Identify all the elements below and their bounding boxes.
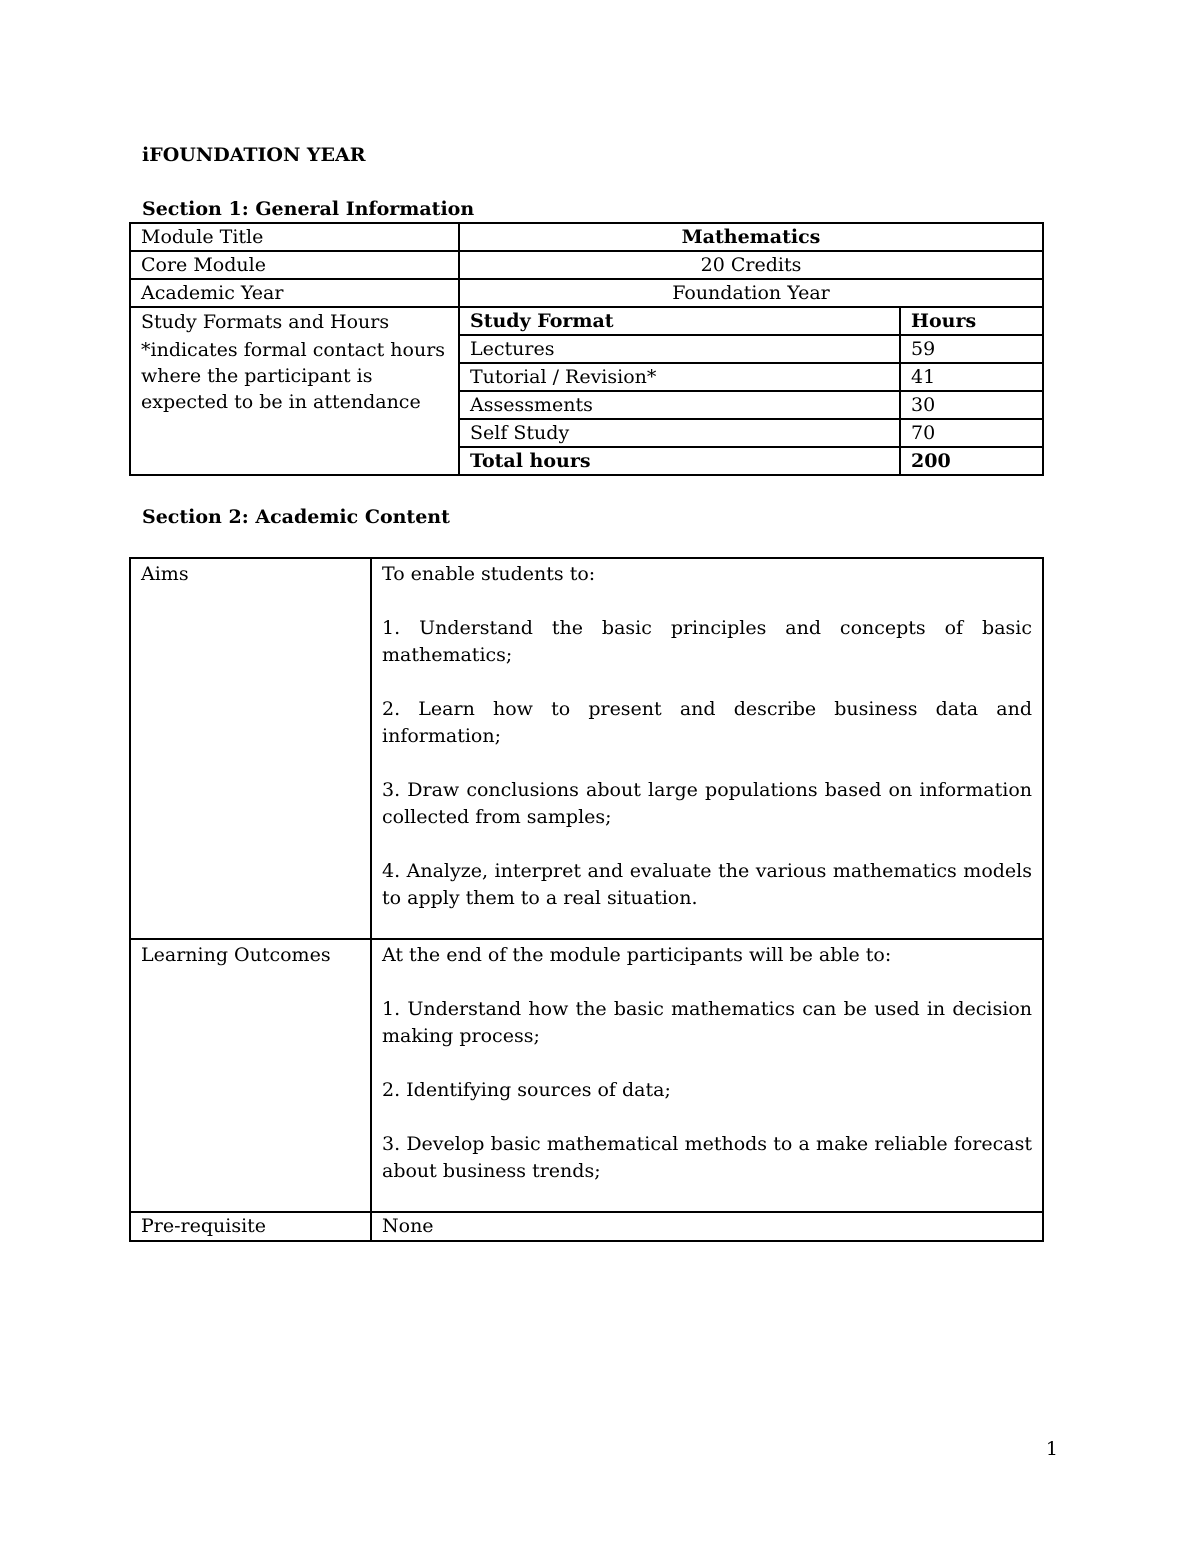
outcomes-item: 1. Understand how the basic mathematics can be used in decision making process;: [382, 998, 1032, 1047]
total-hours-value: 200: [900, 447, 1044, 474]
study-format-hours: 70: [900, 419, 1044, 447]
aims-item: 3. Draw conclusions about large populations based on information collected from samples;: [382, 779, 1032, 828]
table-row: [460, 447, 1044, 474]
table-row: [130, 558, 1043, 939]
table-row: [130, 251, 1043, 279]
core-module-label: Core Module: [130, 251, 459, 279]
learning-outcomes-label: Learning Outcomes: [130, 939, 371, 1212]
table-row: [130, 1212, 1043, 1241]
study-formats-note-line: where the participant is: [141, 365, 373, 387]
study-format-hours: 41: [900, 363, 1044, 391]
table-row: [130, 223, 1043, 251]
table-row: [460, 363, 1044, 391]
module-title-label: Module Title: [130, 223, 459, 251]
total-hours-label: Total hours: [470, 450, 591, 472]
aims-item: 2. Learn how to present and describe business data and information;: [382, 698, 1032, 747]
section-1-title: Section 1: General Information: [142, 198, 475, 220]
study-formats-container: [459, 307, 1043, 475]
module-title-value: Mathematics: [459, 223, 1043, 251]
outcomes-item: 2. Identifying sources of data;: [382, 1079, 671, 1101]
prerequisite-label: Pre-requisite: [130, 1212, 371, 1241]
core-module-value: 20 Credits: [459, 251, 1043, 279]
outcomes-item: 3. Develop basic mathematical methods to a make reliable forecast about business trends;: [382, 1133, 1032, 1182]
study-format-name: Self Study: [460, 419, 900, 447]
study-formats-label: [130, 307, 459, 475]
learning-outcomes-content: [371, 939, 1043, 1212]
aims-item: 4. Analyze, interpret and evaluate the various mathematics models to apply them to a real situation.: [382, 860, 1032, 909]
aims-intro: To enable students to:: [382, 563, 596, 585]
aims-content: [371, 558, 1043, 939]
page-heading: iFOUNDATION YEAR: [142, 144, 366, 166]
study-format-name: Tutorial / Revision*: [460, 363, 900, 391]
study-format-hours: 59: [900, 335, 1044, 363]
aims-label: Aims: [130, 558, 371, 939]
general-information-table: [129, 222, 1044, 476]
study-format-hours: 30: [900, 391, 1044, 419]
study-formats-label-line: Study Formats and Hours: [141, 311, 390, 333]
study-formats-note-line: *indicates formal contact hours: [141, 339, 446, 361]
table-row: [130, 307, 1043, 475]
study-format-header: Study Format: [460, 308, 900, 335]
table-row: [130, 939, 1043, 1212]
table-row: [460, 335, 1044, 363]
table-row: [460, 308, 1044, 335]
academic-year-value: Foundation Year: [459, 279, 1043, 307]
study-format-name: Lectures: [460, 335, 900, 363]
section-2-title: Section 2: Academic Content: [142, 506, 450, 528]
academic-content-table: [129, 557, 1044, 1242]
page-number: 1: [1045, 1438, 1058, 1460]
study-format-name: Assessments: [460, 391, 900, 419]
study-formats-note-line: expected to be in attendance: [141, 391, 421, 413]
table-row: [460, 391, 1044, 419]
outcomes-intro: At the end of the module participants will be able to:: [382, 944, 892, 966]
hours-header: Hours: [900, 308, 1044, 335]
prerequisite-value: None: [371, 1212, 1043, 1241]
table-row: [460, 419, 1044, 447]
study-formats-table: [460, 308, 1044, 474]
aims-item: 1. Understand the basic principles and concepts of basic mathematics;: [382, 617, 1032, 666]
table-row: [130, 279, 1043, 307]
academic-year-label: Academic Year: [130, 279, 459, 307]
